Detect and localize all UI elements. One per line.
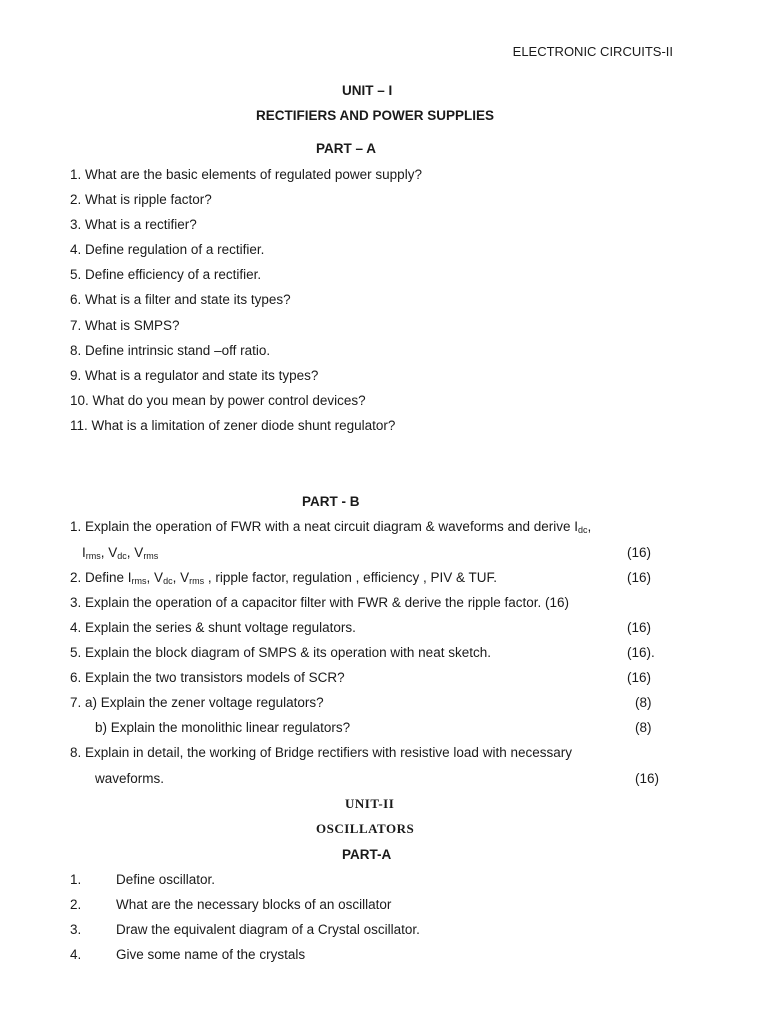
q1-text: 1. Explain the operation of FWR with a neat circuit diagram & waveforms and derive I: [70, 519, 578, 534]
part-b-question-2: [70, 570, 497, 586]
q1-text: , V: [126, 545, 144, 560]
unit2-question: Draw the equivalent diagram of a Crystal oscillator.: [116, 922, 420, 937]
part-a-question: 8. Define intrinsic stand –off ratio.: [70, 343, 271, 358]
marks-label: (16): [635, 771, 660, 786]
unit1-title: UNIT – I: [342, 83, 393, 98]
part-a-question: 4. Define regulation of a rectifier.: [70, 242, 265, 257]
part-a-question: 5. Define efficiency of a rectifier.: [70, 267, 262, 282]
q2-subscript: rms: [131, 576, 147, 586]
q2-subscript: dc: [163, 576, 173, 586]
part-a-question: 6. What is a filter and state its types?: [70, 292, 291, 307]
part-b-question-8-line2: waveforms.: [95, 771, 165, 786]
part-a-question: 10. What do you mean by power control devices?: [70, 393, 366, 408]
page-header: ELECTRONIC CIRCUITS-II: [512, 44, 673, 59]
q1-subscript: rms: [143, 551, 159, 561]
question-number: 2.: [70, 897, 82, 912]
q1-tail: ,: [587, 519, 592, 534]
part-a-question: 7. What is SMPS?: [70, 318, 180, 333]
unit2-title: UNIT-II: [345, 796, 395, 811]
unit2-question: Give some name of the crystals: [116, 947, 306, 962]
q1-text: , V: [100, 545, 118, 560]
part-a-question: 2. What is ripple factor?: [70, 192, 212, 207]
q2-text: , V: [172, 570, 190, 585]
part-b-question-6: 6. Explain the two transistors models of SCR?: [70, 670, 345, 685]
part-a-question: 1. What are the basic elements of regulated power supply?: [70, 167, 422, 182]
unit2-question: What are the necessary blocks of an oscillator: [116, 897, 392, 912]
unit2-question: Define oscillator.: [116, 872, 216, 887]
part-b-question-7a: 7. a) Explain the zener voltage regulators?: [70, 695, 324, 710]
q1-subscript: dc: [577, 525, 588, 535]
part-b-question-7b: b) Explain the monolithic linear regulators?: [95, 720, 351, 735]
unit1-subtitle: RECTIFIERS AND POWER SUPPLIES: [256, 108, 495, 123]
question-number: 4.: [70, 947, 82, 962]
part-a-question: 9. What is a regulator and state its types?: [70, 368, 319, 383]
part-b-question-1-line2: [82, 545, 158, 561]
q1-subscript: dc: [117, 551, 127, 561]
part-b-question-1: [70, 519, 591, 535]
part-a-question: 3. What is a rectifier?: [70, 217, 197, 232]
q1-text: I: [82, 545, 86, 560]
q2-text: 2. Define I: [70, 570, 132, 585]
part-a-question: 11. What is a limitation of zener diode shunt regulator?: [70, 418, 396, 433]
marks-label: (16): [627, 620, 652, 635]
q2-subscript: rms: [189, 576, 205, 586]
question-number: 3.: [70, 922, 82, 937]
marks-label: (16).: [627, 645, 655, 660]
q2-text: , ripple factor, regulation , efficiency , PIV & TUF.: [204, 570, 497, 585]
q1-subscript: rms: [85, 551, 101, 561]
marks-label: (16): [627, 570, 652, 585]
part-b-question-4: 4. Explain the series & shunt voltage regulators.: [70, 620, 356, 635]
unit2-part-a-heading: PART-A: [342, 847, 392, 862]
part-b-question-5: 5. Explain the block diagram of SMPS & its operation with neat sketch.: [70, 645, 491, 660]
marks-label: (16): [627, 670, 652, 685]
unit1-part-b-heading: PART - B: [302, 494, 360, 509]
marks-label: (16): [627, 545, 652, 560]
q2-text: , V: [146, 570, 164, 585]
marks-label: (8): [635, 720, 652, 735]
unit1-part-a-heading: PART – A: [316, 141, 377, 156]
marks-label: (8): [635, 695, 652, 710]
part-b-question-3: 3. Explain the operation of a capacitor filter with FWR & derive the ripple factor. (16): [70, 595, 569, 610]
part-b-question-8: 8. Explain in detail, the working of Bridge rectifiers with resistive load with necessary: [70, 745, 572, 760]
unit2-subtitle: OSCILLATORS: [316, 821, 415, 836]
question-number: 1.: [70, 872, 82, 887]
